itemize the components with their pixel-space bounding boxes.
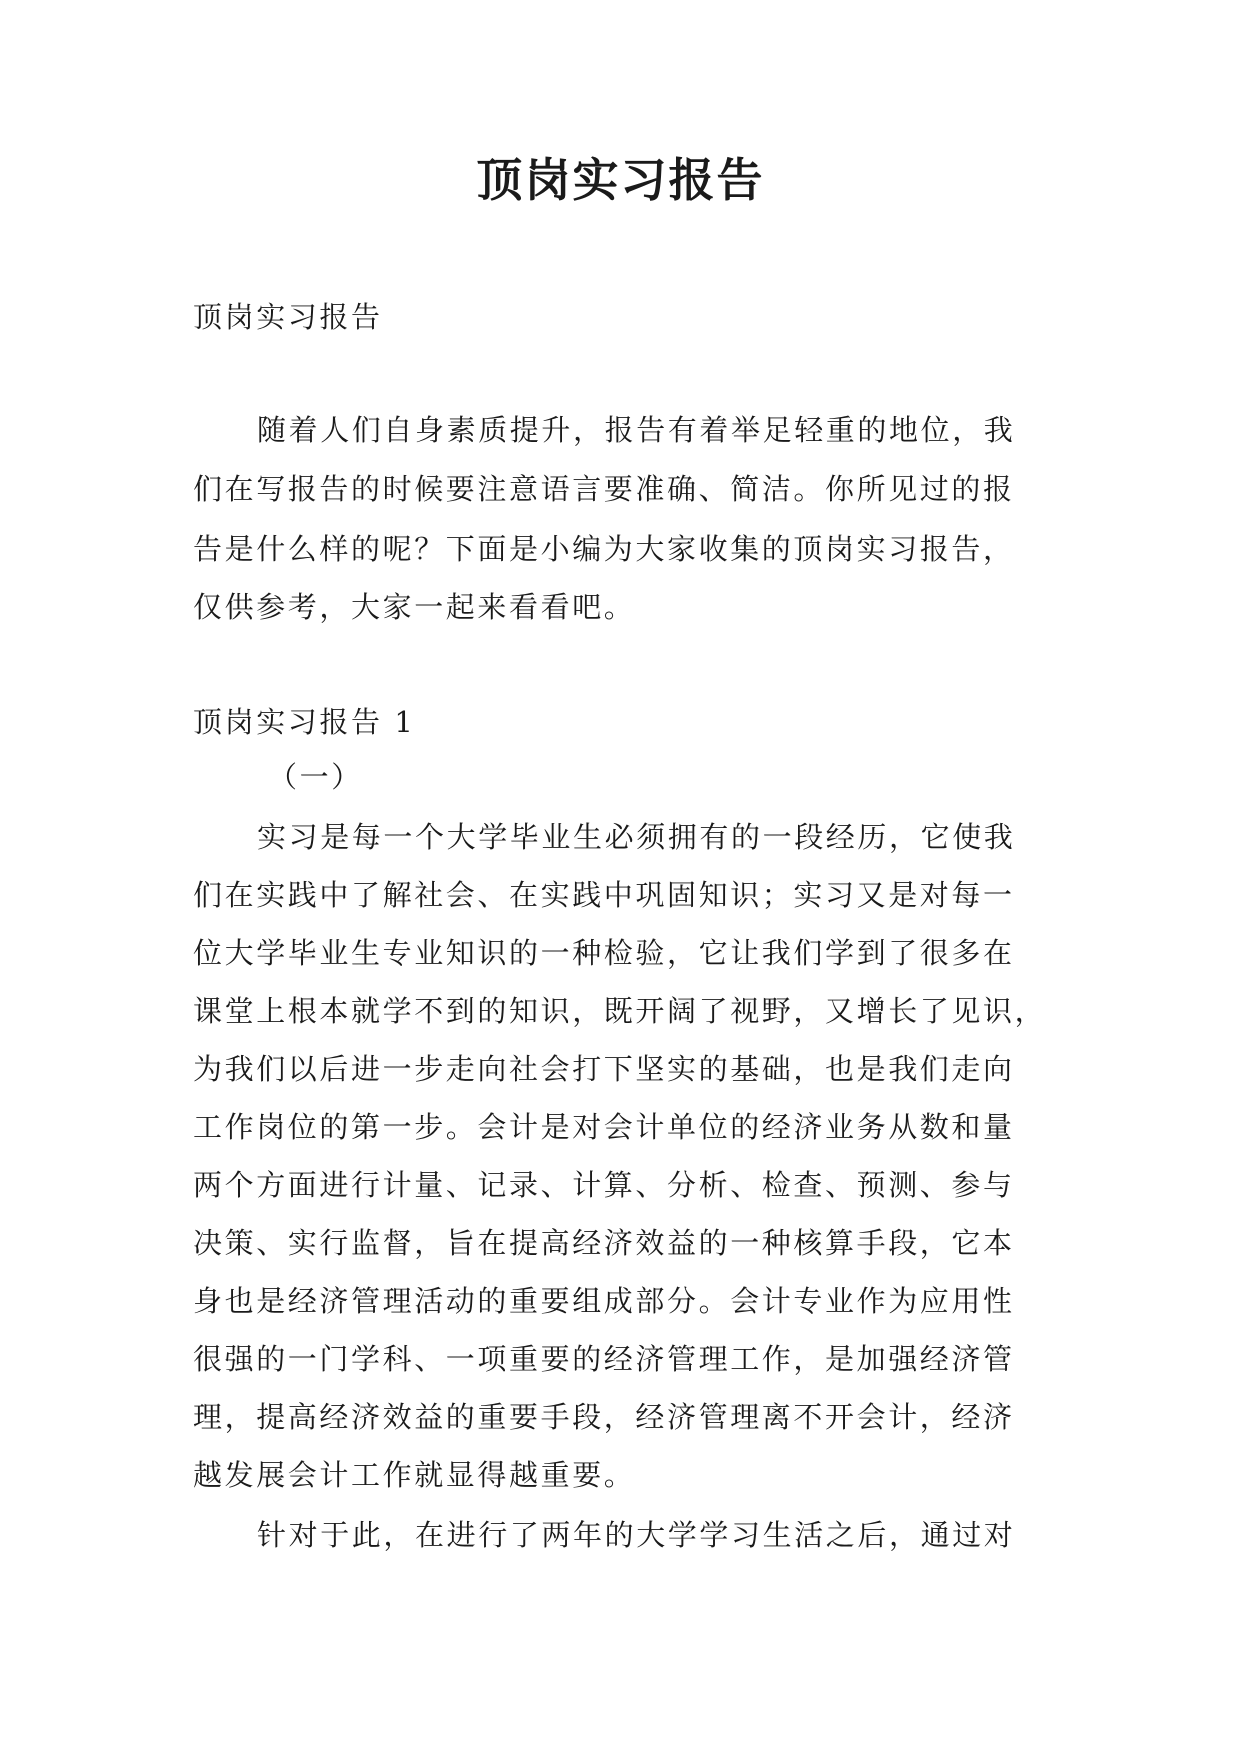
body-line-1: 实习是每一个大学毕业生必须拥有的一段经历，它使我: [257, 820, 1016, 854]
intro-line-3: 告是什么样的呢？下面是小编为大家收集的顶岗实习报告，: [193, 532, 1015, 566]
body-line-5: 为我们以后进一步走向社会打下坚实的基础，也是我们走向: [193, 1052, 1015, 1086]
document-title: 顶岗实习报告: [476, 153, 765, 207]
document-subtitle: 顶岗实习报告: [193, 300, 383, 334]
intro-line-2: 们在写报告的时候要注意语言要准确、简洁。你所见过的报: [193, 472, 1015, 506]
body-line-8: 决策、实行监督，旨在提高经济效益的一种核算手段，它本: [193, 1226, 1015, 1260]
section-heading: 顶岗实习报告 1: [193, 705, 416, 739]
body-line-2: 们在实践中了解社会、在实践中巩固知识；实习又是对每一: [193, 878, 1015, 912]
body-line-9: 身也是经济管理活动的重要组成部分。会计专业作为应用性: [193, 1284, 1015, 1318]
body-line-11: 理，提高经济效益的重要手段，经济管理离不开会计，经济: [193, 1400, 1015, 1434]
body-line-10: 很强的一门学科、一项重要的经济管理工作，是加强经济管: [193, 1342, 1015, 1376]
body-line-3: 位大学毕业生专业知识的一种检验，它让我们学到了很多在: [193, 936, 1015, 970]
intro-line-4: 仅供参考，大家一起来看看吧。: [193, 590, 636, 624]
section-number: （一）: [268, 760, 363, 794]
body-line-7: 两个方面进行计量、记录、计算、分析、检查、预测、参与: [193, 1168, 1015, 1202]
intro-line-1: 随着人们自身素质提升，报告有着举足轻重的地位，我: [257, 413, 1016, 447]
body-line-6: 工作岗位的第一步。会计是对会计单位的经济业务从数和量: [193, 1110, 1015, 1144]
body-line-4: 课堂上根本就学不到的知识，既开阔了视野，又增长了见识，: [193, 994, 1047, 1028]
body-line-12: 越发展会计工作就显得越重要。: [193, 1458, 636, 1492]
body-line-13: 针对于此，在进行了两年的大学学习生活之后，通过对: [257, 1518, 1016, 1552]
